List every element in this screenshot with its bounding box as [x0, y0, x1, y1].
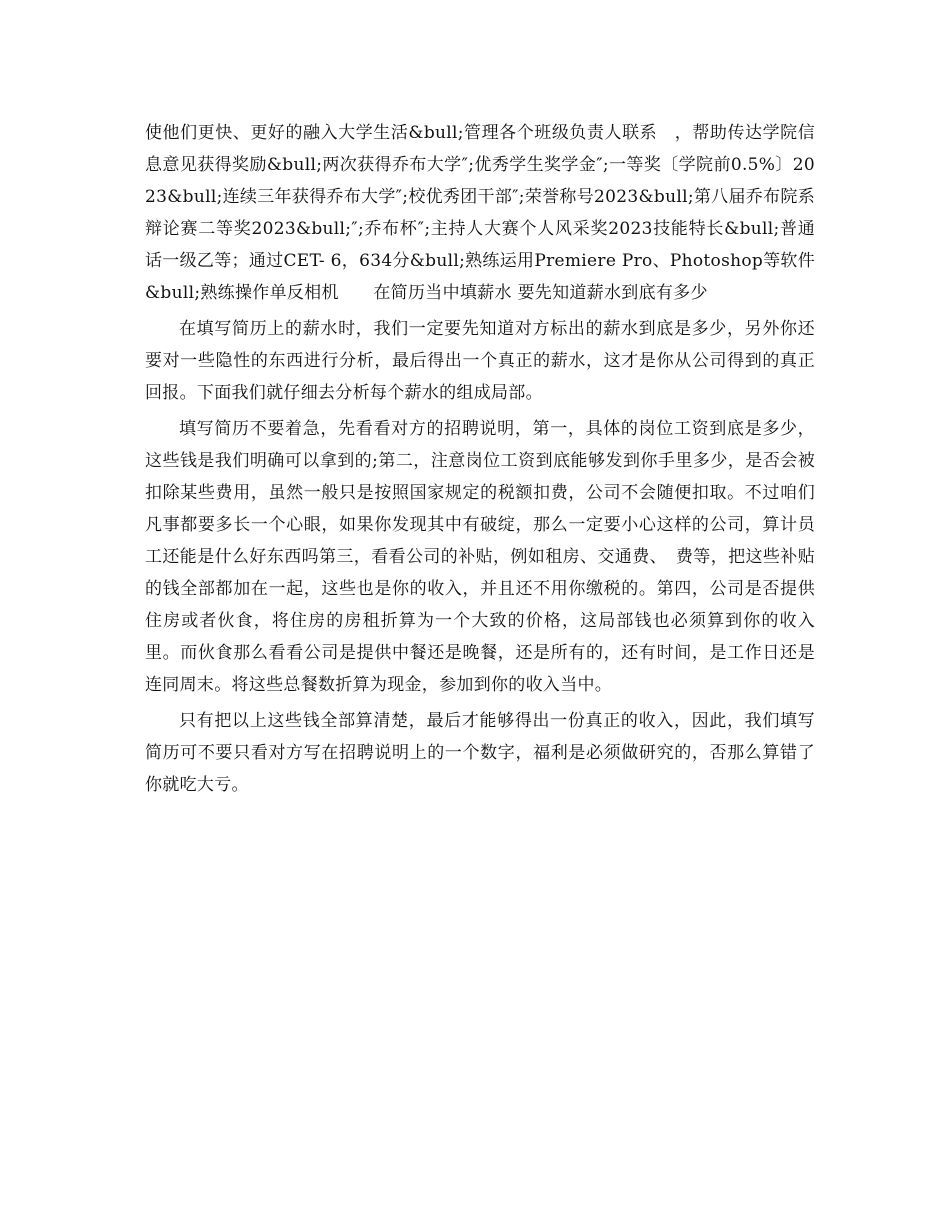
paragraph-conclusion: 只有把以上这些钱全部算清楚，最后才能够得出一份真正的收入，因此，我们填写简历可不要只看对方写在招聘说明上的一个数字，福利是必须做研究的，否那么算错了你就吃大亏。: [145, 711, 815, 795]
paragraph-resume-details: 使他们更快、更好的融入大学生活&bull;管理各个班级负责人联系 ，帮助传达学院信息意见获得奖励&bull;两次获得乔布大学″;优秀学生奖学金″;一等奖〔学院前0.5%〕2023&bull;连续三年获得乔布大学″;校优秀团干部″;荣誉称号2023&bull;第八届乔布院系辩论赛二等奖2023&bull;″;乔布杯″;主持人大赛个人风采奖2023技能特长&bull;普通话一级乙等；通过CET- 6，634分&bull;熟练运用Premiere Pro、Photoshop等软件&bull;熟练操作单反相机 在简历当中填薪水 要先知道薪水到底有多少: [145, 123, 815, 303]
paragraph-salary-analysis: 填写简历不要着急，先看看对方的招聘说明，第一，具体的岗位工资到底是多少，这些钱是我们明确可以拿到的;第二，注意岗位工资到底能够发到你手里多少，是否会被扣除某些费用，虽然一般只是按照国家规定的税额扣费，公司不会随便扣取。不过咱们凡事都要多长一个心眼，如果你发现其中有破绽，那么一定要小心这样的公司，算计员工还能是什么好东西吗第三，看看公司的补贴，例如租房、交通费、 费等，把这些补贴的钱全部都加在一起，这些也是你的收入，并且还不用你缴税的。第四，公司是否提供住房或者伙食，将住房的房租折算为一个大致的价格，这局部钱也必须算到你的收入里。而伙食那么看看公司是提供中餐还是晚餐，还是所有的，还有时间，是工作日还是连同周末。将这些总餐数折算为现金，参加到你的收入当中。: [145, 419, 815, 695]
document-body: [145, 117, 815, 805]
paragraph-salary-intro: 在填写简历上的薪水时，我们一定要先知道对方标出的薪水到底是多少，另外你还要对一些隐性的东西进行分析，最后得出一个真正的薪水，这才是你从公司得到的真正回报。下面我们就仔细去分析每个薪水的组成局部。: [145, 319, 815, 403]
